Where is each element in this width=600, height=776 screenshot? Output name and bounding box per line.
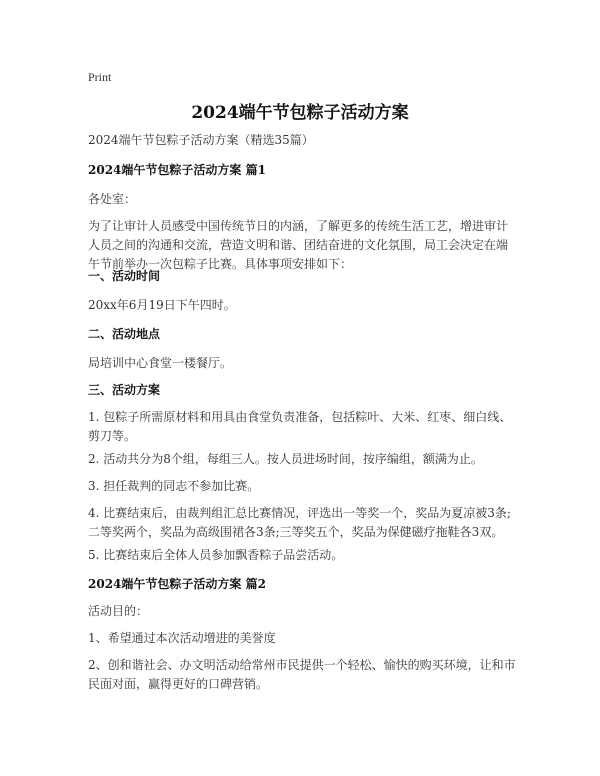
purpose-item-2: 2、创和谐社会、办文明活动给常州市民提供一个轻松、愉快的购买环境，让和市民面对面，赢得更好的口碑营销。 <box>88 658 516 691</box>
purpose-item-1: 1、希望通过本次活动增进的美誉度 <box>88 631 276 645</box>
intro-paragraph: 为了让审计人员感受中国传统节日的内涵，了解更多的传统生活工艺，增进审计人员之间的沟通和交流，营造文明和谐、团结奋进的文化氛围，局工会决定在端午节前举办一次包粽子比赛。具体事项安排如下： <box>88 219 509 271</box>
plan-item-2: 2. 活动共分为8个组，每组三人。按人员进场时间，按序编组，额满为止。 <box>88 452 483 466</box>
time-text: 20xx年6月19日下午四时。 <box>88 298 236 312</box>
place-text: 局培训中心食堂一楼餐厅。 <box>88 356 233 370</box>
plan-item-5: 5. 比赛结束后全体人员参加飘香粽子品尝活动。 <box>88 548 344 562</box>
document-title: 2024端午节包粽子活动方案 <box>191 103 409 123</box>
plan-heading: 三、活动方案 <box>88 383 161 397</box>
section-2-heading: 2024端午节包粽子活动方案 篇2 <box>88 577 266 591</box>
plan-item-3: 3. 担任裁判的同志不参加比赛。 <box>88 479 260 493</box>
print-link[interactable]: Print <box>88 70 112 84</box>
time-heading: 一、活动时间 <box>88 269 161 283</box>
plan-item-4: 4. 比赛结束后，由裁判组汇总比赛情况，评选出一等奖一个，奖品为夏凉被3条;二等奖两个，奖品为高级围裙各3条;三等奖五个，奖品为保健磁疗拖鞋各3双。 <box>88 506 511 539</box>
plan-item-1: 1. 包粽子所需原材料和用具由食堂负责准备，包括粽叶、大米、红枣、细白线、剪刀等。 <box>88 410 512 443</box>
greeting: 各处室： <box>88 192 137 206</box>
purpose-label: 活动目的： <box>88 604 149 618</box>
place-heading: 二、活动地点 <box>88 327 161 341</box>
section-1-heading: 2024端午节包粽子活动方案 篇1 <box>88 163 266 177</box>
document-subtitle: 2024端午节包粽子活动方案（精选35篇） <box>88 133 314 147</box>
